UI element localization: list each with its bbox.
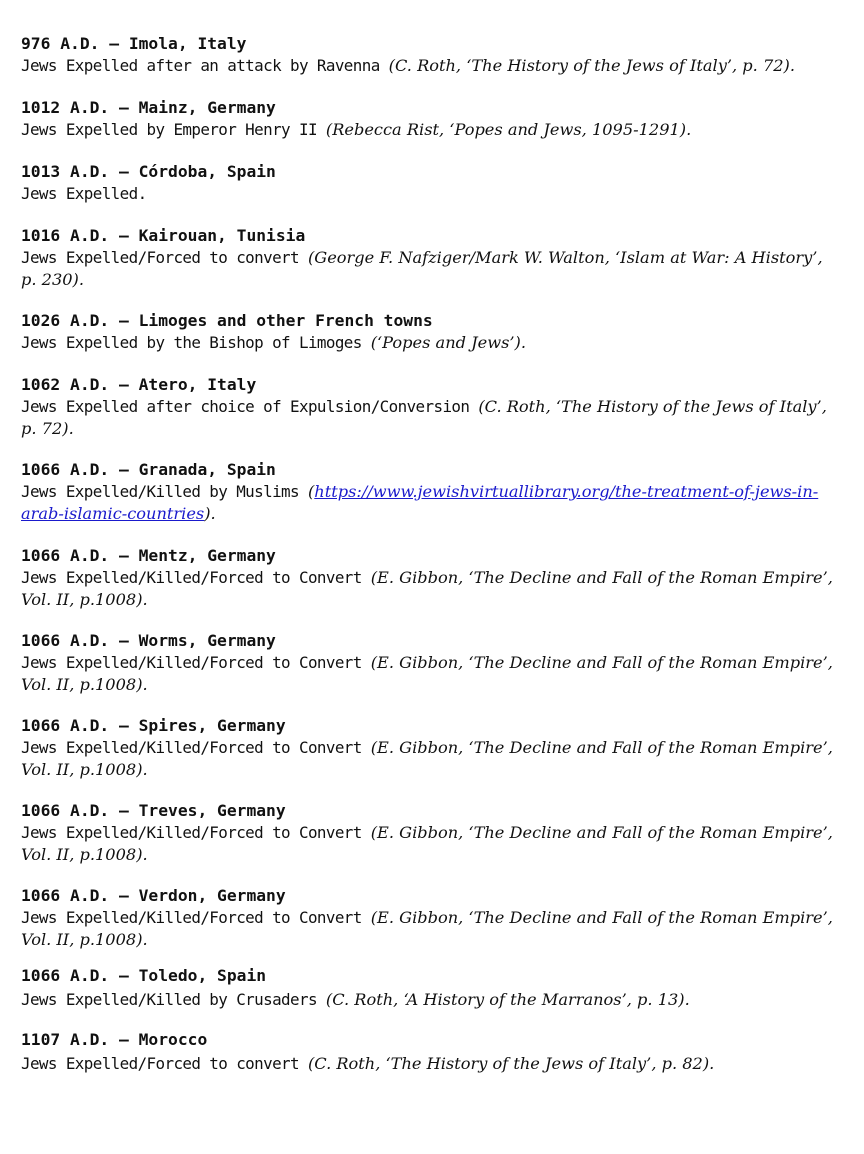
entry-body (21, 183, 276, 205)
entry-heading: 1107 A.D. – Morocco (21, 1030, 208, 1049)
entry-text: Jews Expelled/Killed/Forced to Convert (21, 738, 371, 757)
entry-text: Jews Expelled by the Bishop of Limoges (21, 333, 371, 352)
entry-citation: (E. Gibbon, ‘The Decline and Fall of the Roman Empire’, Vol. II, p.1008). (21, 823, 833, 864)
entry-text: Jews Expelled/Killed/Forced to Convert (21, 653, 371, 672)
entry-text: Jews Expelled after choice of Expulsion/Conversion (21, 397, 479, 416)
entry-body (21, 989, 690, 1011)
entry-body (21, 652, 841, 695)
entry-body (21, 119, 691, 141)
entry-mentz (21, 545, 841, 610)
entry-spires (21, 715, 841, 780)
entry-body (21, 737, 841, 780)
entry-body (21, 567, 841, 610)
entry-body (21, 55, 795, 77)
entry-heading: 1012 A.D. – Mainz, Germany (21, 98, 276, 117)
entry-body (21, 907, 841, 950)
entry-heading: 1066 A.D. – Worms, Germany (21, 631, 276, 650)
entry-citation: (C. Roth, ‘The History of the Jews of Italy’, p. 72). (21, 397, 827, 438)
entry-mainz (21, 97, 691, 141)
entry-body (21, 396, 841, 439)
entry-toledo (21, 965, 690, 1011)
entry-body (21, 332, 526, 354)
entry-text: Jews Expelled/Killed by Crusaders (21, 990, 326, 1009)
entry-text: Jews Expelled/Killed/Forced to Convert (21, 908, 371, 927)
entry-citation: (George F. Nafziger/Mark W. Walton, ‘Islam at War: A History’, p. 230). (21, 248, 823, 289)
entry-citation: (‘Popes and Jews’). (370, 333, 526, 352)
entry-atero (21, 374, 841, 439)
entry-limoges (21, 310, 526, 354)
entry-heading: 1026 A.D. – Limoges and other French towns (21, 311, 433, 330)
entry-kairouan (21, 225, 841, 290)
entry-heading: 1066 A.D. – Spires, Germany (21, 716, 286, 735)
entry-morocco (21, 1029, 714, 1075)
entry-treves (21, 800, 841, 865)
entry-body (21, 247, 841, 290)
entry-verdon (21, 885, 841, 950)
entry-heading: 976 A.D. – Imola, Italy (21, 34, 247, 53)
entry-citation: (E. Gibbon, ‘The Decline and Fall of the Roman Empire’, Vol. II, p.1008). (21, 653, 833, 694)
entry-citation: (C. Roth, ‘The History of the Jews of Italy’, p. 82). (307, 1054, 715, 1073)
entry-text: Jews Expelled by Emperor Henry II (21, 120, 326, 139)
entry-text: Jews Expelled/Killed by Muslims (21, 482, 308, 501)
entry-citation: (E. Gibbon, ‘The Decline and Fall of the Roman Empire’, Vol. II, p.1008). (21, 908, 833, 949)
entry-citation: (E. Gibbon, ‘The Decline and Fall of the Roman Empire’, Vol. II, p.1008). (21, 568, 833, 609)
citation-close: ). (204, 503, 216, 523)
entry-text: Jews Expelled after an attack by Ravenna (21, 56, 389, 75)
entry-imola (21, 33, 795, 77)
citation-open: ( (307, 482, 315, 501)
entry-citation: (Rebecca Rist, ‘Popes and Jews, 1095-1291). (325, 120, 692, 139)
entry-heading: 1066 A.D. – Mentz, Germany (21, 546, 276, 565)
entry-citation: (C. Roth, ‘The History of the Jews of Italy’, p. 72). (388, 56, 796, 75)
entry-heading: 1066 A.D. – Verdon, Germany (21, 886, 286, 905)
entry-heading: 1016 A.D. – Kairouan, Tunisia (21, 226, 306, 245)
entry-body (21, 1053, 714, 1075)
entry-heading: 1013 A.D. – Córdoba, Spain (21, 162, 276, 181)
entry-text: Jews Expelled. (21, 184, 147, 203)
entry-heading: 1066 A.D. – Toledo, Spain (21, 966, 267, 985)
entry-text: Jews Expelled/Killed/Forced to Convert (21, 823, 371, 842)
entry-cordoba (21, 161, 276, 205)
entry-text: Jews Expelled/Forced to convert (21, 248, 308, 267)
entry-heading: 1066 A.D. – Granada, Spain (21, 460, 276, 479)
source-link[interactable]: https://www.jewishvirtuallibrary.org/the-treatment-of-jews-in-arab-islamic-countries (21, 482, 819, 523)
entry-worms (21, 630, 841, 695)
entry-granada (21, 459, 841, 524)
entry-text: Jews Expelled/Forced to convert (21, 1054, 308, 1073)
entry-body (21, 481, 841, 524)
entry-citation: (E. Gibbon, ‘The Decline and Fall of the Roman Empire’, Vol. II, p.1008). (21, 738, 833, 779)
entry-text: Jews Expelled/Killed/Forced to Convert (21, 568, 371, 587)
entry-heading: 1066 A.D. – Treves, Germany (21, 801, 286, 820)
entry-heading: 1062 A.D. – Atero, Italy (21, 375, 257, 394)
entry-citation: (C. Roth, ‘A History of the Marranos’, p. 13). (325, 990, 690, 1009)
entry-body (21, 822, 841, 865)
